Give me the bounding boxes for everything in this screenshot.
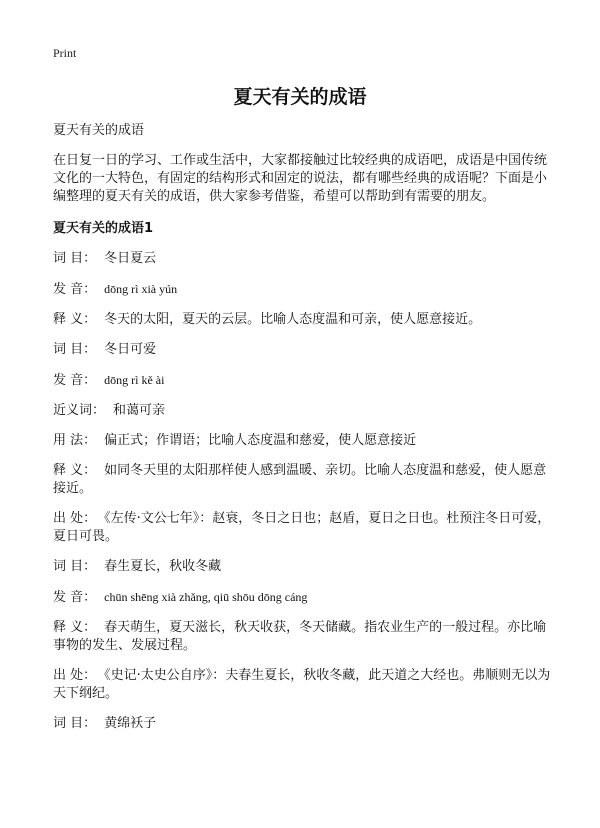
entry-row [53, 715, 553, 733]
entry-row [53, 341, 553, 359]
entry-label: 出 处： [53, 668, 97, 683]
intro-paragraph: 在日复一日的学习、工作或生活中，大家都接触过比较经典的成语吧，成语是中国传统文化的一大特色，有固定的结构形式和固定的说法，都有哪些经典的成语呢？下面是小编整理的夏天有关的成语，供大家参考借鉴，希望可以帮助到有需要的朋友。 [53, 153, 548, 204]
entry-row [53, 510, 553, 546]
entry-row [53, 311, 553, 329]
entry-row [53, 280, 553, 299]
print-link[interactable]: Print [53, 46, 77, 60]
entry-label: 近义词： [53, 403, 106, 418]
entry-value: 《史记·太史公自序》：夫春生夏长，秋收冬藏，此天道之大经也。弗顺则无以为天下纲纪。 [53, 668, 551, 701]
entry-label: 释 义： [53, 620, 97, 635]
entry-label: 词 目： [53, 716, 97, 731]
entry-value: 春生夏长，秋收冬藏 [104, 559, 222, 574]
entry-row [53, 619, 553, 655]
entry-value: 冬日夏云 [104, 251, 157, 266]
entry-row [53, 371, 553, 390]
article-body [53, 122, 553, 745]
entry-value: 偏正式；作谓语；比喻人态度温和慈爱，使人愿意接近 [104, 433, 417, 448]
entry-label: 发 音： [53, 282, 97, 297]
entry-value: chūn shēng xià zhǎng, qiū shōu dōng cáng [104, 590, 308, 604]
entry-label: 词 目： [53, 559, 97, 574]
section-heading: 夏天有关的成语1 [53, 221, 154, 236]
entry-value: 冬天的太阳，夏天的云层。比喻人态度温和可亲，使人愿意接近。 [104, 312, 482, 327]
entry-label: 发 音： [53, 373, 97, 388]
entry-label: 发 音： [53, 590, 97, 605]
entry-value: 如同冬天里的太阳那样使人感到温暖、亲切。比喻人态度温和慈爱，使人愿意接近。 [53, 463, 547, 496]
entry-value: 《左传·文公七年》：赵衰，冬日之日也；赵盾，夏日之日也。杜预注冬日可爱，夏日可畏。 [53, 511, 551, 544]
article-subtitle: 夏天有关的成语 [53, 123, 145, 138]
entry-label: 词 目： [53, 251, 97, 266]
entry-label: 释 义： [53, 463, 97, 478]
entry-value: 冬日可爱 [104, 342, 157, 357]
entry-list [53, 250, 553, 733]
entry-value: dōng rì kě ài [104, 373, 165, 387]
entry-row [53, 432, 553, 450]
entry-row [53, 667, 553, 703]
entry-value: dōng rì xià yún [104, 282, 178, 296]
entry-value: 和蔼可亲 [113, 403, 166, 418]
entry-row [53, 558, 553, 576]
entry-value: 春天萌生，夏天滋长，秋天收获，冬天储藏。指农业生产的一般过程。亦比喻事物的发生、发展过程。 [53, 620, 547, 653]
entry-label: 出 处： [53, 511, 97, 526]
entry-row [53, 402, 553, 420]
page-title: 夏天有关的成语 [233, 86, 367, 108]
entry-row [53, 588, 553, 607]
entry-row [53, 250, 553, 268]
entry-row [53, 462, 553, 498]
entry-label: 词 目： [53, 342, 97, 357]
entry-label: 释 义： [53, 312, 97, 327]
entry-value: 黄绵袄子 [104, 716, 157, 731]
entry-label: 用 法： [53, 433, 97, 448]
